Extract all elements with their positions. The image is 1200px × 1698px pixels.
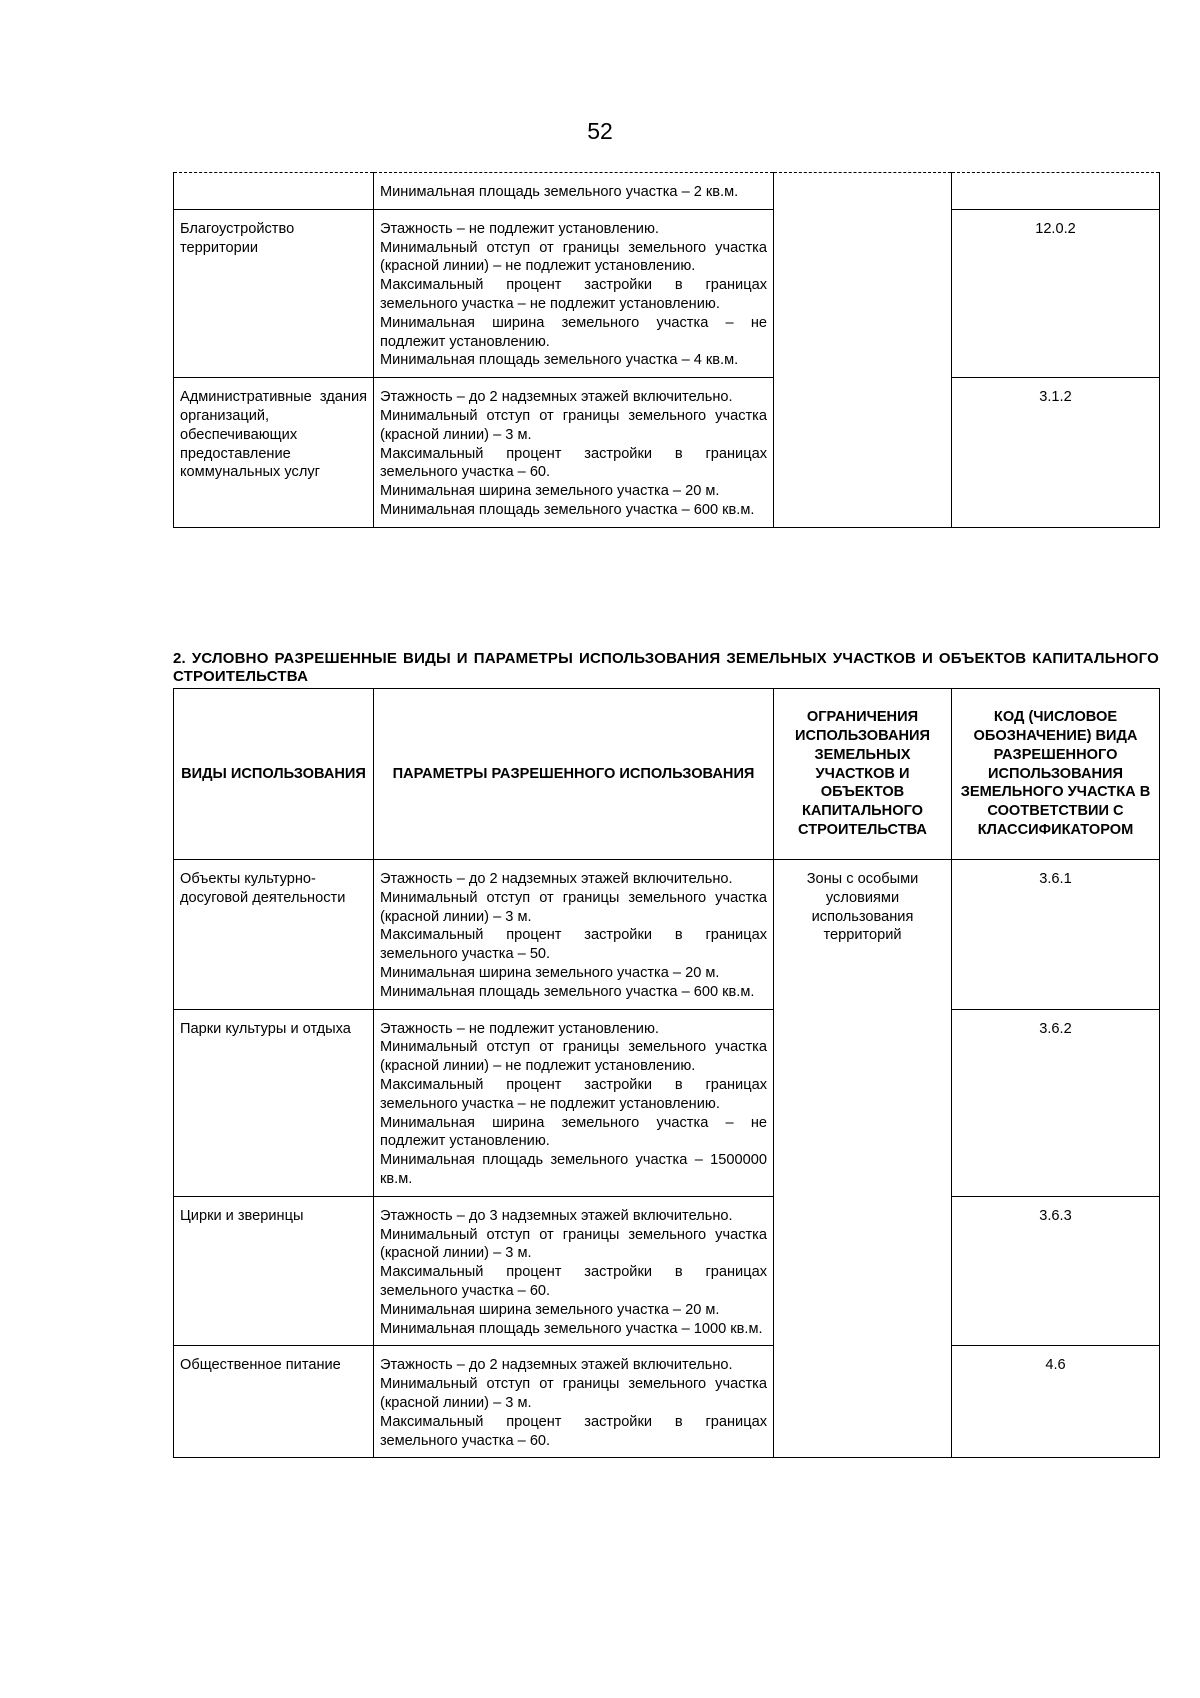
parameter-line: Минимальная ширина земельного участка – не подлежит установлению.: [380, 1114, 767, 1150]
use-kind-cell: [174, 173, 374, 210]
use-kind-cell: Цирки и зверинцы: [174, 1196, 374, 1346]
code-cell: 3.6.2: [952, 1009, 1160, 1196]
permitted-uses-table-continued: [173, 172, 1160, 528]
parameter-line: Минимальная площадь земельного участка – 1000 кв.м.: [380, 1320, 763, 1337]
parameter-line: Этажность – не подлежит установлению.: [380, 220, 659, 237]
table-row: [174, 860, 1160, 1010]
parameters-cell: [374, 860, 774, 1010]
restrictions-cell: Зоны с особыми условиями использования территорий: [774, 860, 952, 1458]
parameter-line: Максимальный процент застройки в границах земельного участка – не подлежит установлению.: [380, 1076, 767, 1112]
parameter-line: Минимальная площадь земельного участка – 1500000 кв.м.: [380, 1152, 767, 1187]
parameter-line: Минимальная ширина земельного участка – не подлежит установлению.: [380, 314, 767, 350]
header-row: [174, 689, 1160, 860]
parameter-line: Минимальный отступ от границы земельного участка (красной линии) – не подлежит установлению.: [380, 1039, 767, 1075]
code-cell: 12.0.2: [952, 209, 1160, 377]
parameter-line: Минимальная площадь земельного участка – 600 кв.м.: [380, 501, 755, 518]
use-kind-cell: Парки культуры и отдыха: [174, 1009, 374, 1196]
code-cell: 3.6.1: [952, 860, 1160, 1010]
parameter-line: Минимальная ширина земельного участка – 20 м.: [380, 964, 720, 981]
parameter-line: Минимальная площадь земельного участка – 600 кв.м.: [380, 983, 755, 1000]
parameter-line: Минимальная ширина земельного участка – 20 м.: [380, 1301, 720, 1318]
table-row: [174, 1009, 1160, 1196]
page-number: 52: [587, 118, 613, 144]
section-heading: 2. УСЛОВНО РАЗРЕШЕННЫЕ ВИДЫ И ПАРАМЕТРЫ ИСПОЛЬЗОВАНИЯ ЗЕМЕЛЬНЫХ УЧАСТКОВ И ОБЪЕКТОВ КАПИТАЛЬНОГО СТРОИТЕЛЬСТВА: [173, 650, 1159, 685]
parameter-line: Минимальная ширина земельного участка – 20 м.: [380, 483, 720, 500]
parameter-line: Минимальный отступ от границы земельного участка (красной линии) – 3 м.: [380, 889, 767, 925]
parameter-line: Этажность – до 2 надземных этажей включительно.: [380, 389, 733, 406]
parameter-line: Этажность – до 2 надземных этажей включительно.: [380, 871, 733, 887]
parameter-line: Минимальный отступ от границы земельного участка (красной линии) – не подлежит установлению.: [380, 239, 767, 275]
parameter-line: Минимальный отступ от границы земельного участка (красной линии) – 3 м.: [380, 1376, 767, 1411]
parameter-line: Этажность – до 2 надземных этажей включительно.: [380, 1357, 733, 1374]
parameters-cell: [374, 1009, 774, 1196]
table-row: [174, 1346, 1160, 1458]
code-cell: 4.6: [952, 1346, 1160, 1458]
parameter-line: Максимальный процент застройки в границах земельного участка – 60.: [380, 1264, 767, 1299]
use-kind-cell: Благоустройство территории: [174, 209, 374, 377]
parameter-line: Минимальный отступ от границы земельного участка (красной линии) – 3 м.: [380, 407, 767, 443]
code-cell: 3.6.3: [952, 1196, 1160, 1346]
restrictions-cell: [774, 173, 952, 528]
header-code: КОД (ЧИСЛОВОЕ ОБОЗНАЧЕНИЕ) ВИДА РАЗРЕШЕННОГО ИСПОЛЬЗОВАНИЯ ЗЕМЕЛЬНОГО УЧАСТКА В СООТВЕТСТВИИ С КЛАССИФИКАТОРОМ: [952, 689, 1160, 860]
parameter-line: Минимальная площадь земельного участка – 4 кв.м.: [380, 352, 739, 369]
use-kind-cell: Административные здания организаций, обеспечивающих предоставление коммунальных услуг: [174, 378, 374, 528]
use-kind-cell: Объекты культурно-досуговой деятельности: [174, 860, 374, 1010]
header-kind: ВИДЫ ИСПОЛЬЗОВАНИЯ: [174, 689, 374, 860]
header-restrictions: ОГРАНИЧЕНИЯ ИСПОЛЬЗОВАНИЯ ЗЕМЕЛЬНЫХ УЧАСТКОВ И ОБЪЕКТОВ КАПИТАЛЬНОГО СТРОИТЕЛЬСТВА: [774, 689, 952, 860]
code-cell: [952, 173, 1160, 210]
parameter-line: Минимальная площадь земельного участка – 2 кв.м.: [380, 184, 739, 200]
parameter-line: Этажность – до 3 надземных этажей включительно.: [380, 1207, 733, 1224]
parameter-line: Максимальный процент застройки в границах земельного участка – не подлежит установлению.: [380, 277, 767, 312]
parameters-cell: [374, 209, 774, 377]
use-kind-cell: Общественное питание: [174, 1346, 374, 1458]
parameters-cell: [374, 378, 774, 528]
parameters-cell: [374, 1196, 774, 1346]
parameter-line: Максимальный процент застройки в границах земельного участка – 60.: [380, 445, 767, 481]
parameters-cell: [374, 173, 774, 210]
parameters-cell: [374, 1346, 774, 1458]
parameter-line: Этажность – не подлежит установлению.: [380, 1020, 659, 1037]
code-cell: 3.1.2: [952, 378, 1160, 528]
table-row: [174, 378, 1160, 528]
parameter-line: Максимальный процент застройки в границах земельного участка – 60.: [380, 1413, 767, 1449]
table-row: [174, 173, 1160, 210]
parameter-line: Максимальный процент застройки в границах земельного участка – 50.: [380, 927, 767, 963]
table-row: [174, 209, 1160, 377]
table-row: [174, 1196, 1160, 1346]
header-params: ПАРАМЕТРЫ РАЗРЕШЕННОГО ИСПОЛЬЗОВАНИЯ: [374, 689, 774, 860]
conditional-uses-table: [173, 688, 1160, 1458]
parameter-line: Минимальный отступ от границы земельного участка (красной линии) – 3 м.: [380, 1226, 767, 1262]
